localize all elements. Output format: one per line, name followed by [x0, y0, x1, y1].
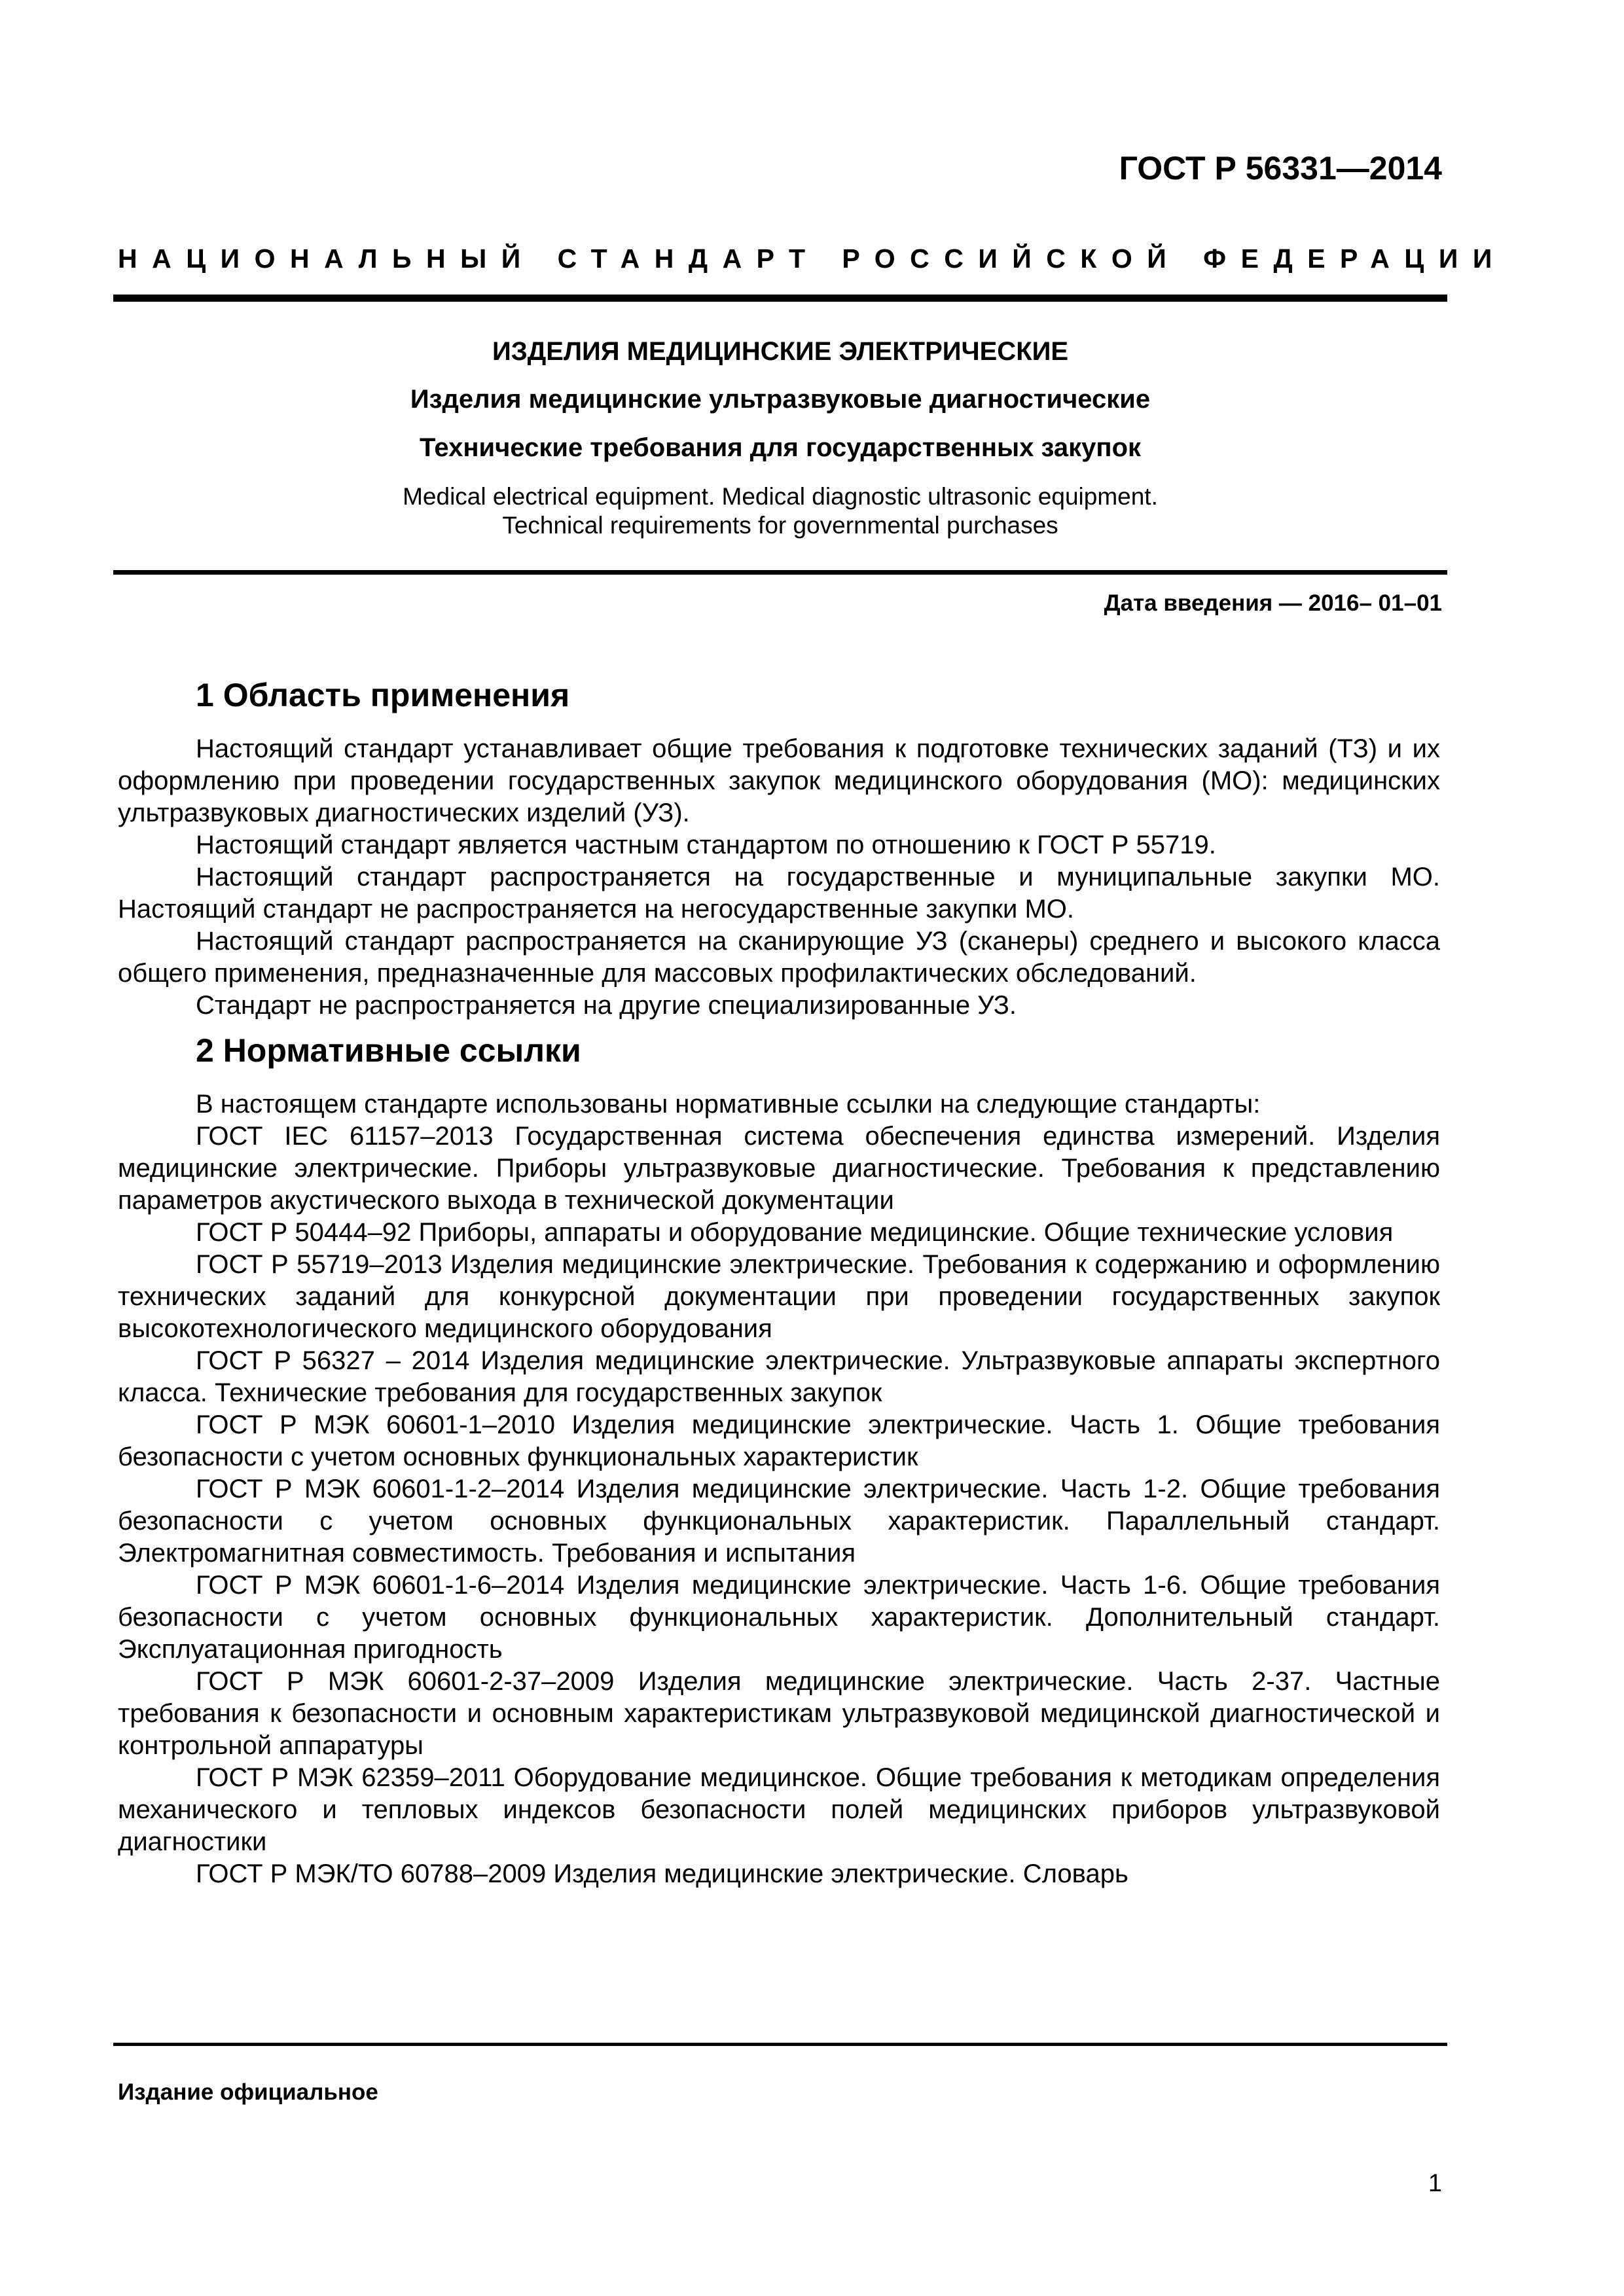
- reference-item: ГОСТ Р МЭК 60601-1-2–2014 Изделия медицинские электрические. Часть 1-2. Общие требования безопасности с учетом основных функциональных характеристик. Параллельный стандарт. Электромагнитная совместимость. Требования и испытания: [118, 1475, 1440, 1568]
- reference-item: ГОСТ Р 55719–2013 Изделия медицинские электрические. Требования к содержанию и оформлению технических заданий для конкурсной документации при проведении государственных закупок высокотехнологического медицинского оборудования: [118, 1250, 1440, 1343]
- introduction-date: Дата введения — 2016– 01–01: [1104, 590, 1442, 616]
- reference-item: ГОСТ Р 56327 – 2014 Изделия медицинские электрические. Ультразвуковые аппараты экспертного класса. Технические требования для государственных закупок: [118, 1346, 1440, 1407]
- top-divider: [113, 295, 1447, 302]
- reference-item: ГОСТ Р 50444–92 Приборы, аппараты и оборудование медицинские. Общие технические условия: [196, 1218, 1394, 1247]
- national-standard-banner: НАЦИОНАЛЬНЫЙ СТАНДАРТ РОССИЙСКОЙ ФЕДЕРАЦИИ: [118, 243, 1507, 274]
- section2-paragraph: В настоящем стандарте использованы нормативные ссылки на следующие стандарты:: [196, 1090, 1261, 1119]
- reference-item: ГОСТ Р МЭК 60601-1–2010 Изделия медицинские электрические. Часть 1. Общие требования безопасности с учетом основных функциональных характеристик: [118, 1410, 1440, 1471]
- section2-heading: 2 Нормативные ссылки: [196, 1032, 581, 1069]
- section1-paragraph: Настоящий стандарт является частным стандартом по отношению к ГОСТ Р 55719.: [196, 831, 1216, 859]
- reference-item: ГОСТ Р МЭК/ТО 60788–2009 Изделия медицинские электрические. Словарь: [196, 1859, 1128, 1888]
- title-main: ИЗДЕЛИЯ МЕДИЦИНСКИЕ ЭЛЕКТРИЧЕСКИЕ: [492, 337, 1069, 366]
- section1-heading: 1 Область применения: [196, 677, 570, 713]
- reference-item: ГОСТ Р МЭК 60601-1-6–2014 Изделия медицинские электрические. Часть 1-6. Общие требования безопасности с учетом основных функциональных характеристик. Дополнительный стандарт. Эксплуатационная пригодность: [118, 1571, 1440, 1664]
- middle-divider: [113, 570, 1447, 575]
- bottom-divider: [113, 2043, 1447, 2046]
- english-title: [113, 482, 1447, 540]
- section1-paragraph: Стандарт не распространяется на другие специализированные УЗ.: [196, 991, 1017, 1020]
- english-title-line1: Medical electrical equipment. Medical diagnostic ultrasonic equipment.: [403, 483, 1158, 510]
- edition-label: Издание официальное: [118, 2079, 378, 2105]
- title-subject: Технические требования для государственных закупок: [419, 433, 1142, 462]
- section1-paragraph: Настоящий стандарт распространяется на сканирующие УЗ (сканеры) среднего и высокого класса общего применения, предназначенные для массовых профилактических обследований.: [118, 927, 1440, 988]
- section1-paragraph: Настоящий стандарт распространяется на государственные и муниципальные закупки МО. Настоящий стандарт не распространяется на негосударственные закупки МО.: [118, 863, 1440, 924]
- document-number: ГОСТ Р 56331—2014: [1119, 150, 1442, 187]
- reference-item: ГОСТ IEC 61157–2013 Государственная система обеспечения единства измерений. Изделия медицинские электрические. Приборы ультразвуковые диагностические. Требования к представлению параметров акустического выхода в технической документации: [118, 1122, 1440, 1215]
- english-title-line2: Technical requirements for governmental purchases: [502, 512, 1058, 539]
- reference-item: ГОСТ Р МЭК 60601-2-37–2009 Изделия медицинские электрические. Часть 2-37. Частные требования к безопасности и основным характеристикам ультразвуковой медицинской диагностической и контрольной аппаратуры: [118, 1667, 1440, 1760]
- section1-paragraph: Настоящий стандарт устанавливает общие требования к подготовке технических заданий (ТЗ) и их оформлению при проведении государственных закупок медицинского оборудования (МО): медицинских ультразвуковых диагностических изделий (УЗ).: [118, 734, 1440, 827]
- title-subtitle: Изделия медицинские ультразвуковые диагностические: [410, 385, 1151, 414]
- page-number: 1: [1428, 2170, 1442, 2197]
- reference-item: ГОСТ Р МЭК 62359–2011 Оборудование медицинское. Общие требования к методикам определения механического и тепловых индексов безопасности полей медицинских приборов ультразвуковой диагностики: [118, 1763, 1440, 1856]
- document-body: [118, 674, 1440, 1890]
